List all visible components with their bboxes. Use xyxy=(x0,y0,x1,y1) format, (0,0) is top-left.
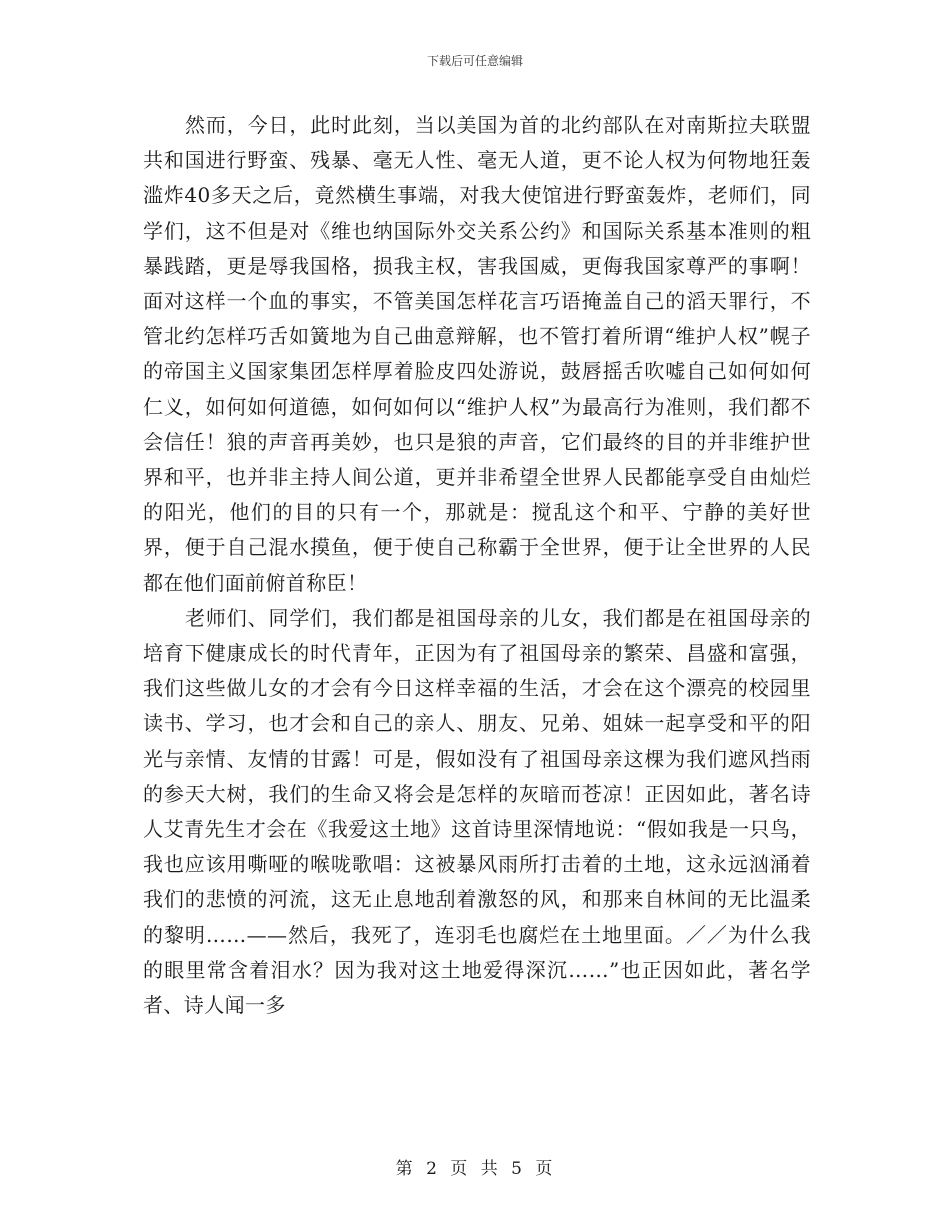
page-prefix: 第 xyxy=(395,1159,415,1179)
page-total-unit: 页 xyxy=(535,1159,555,1179)
document-body xyxy=(143,108,811,1023)
page-total: 5 xyxy=(511,1159,524,1179)
paragraph-1: 然而，今日，此时此刻，当以美国为首的北约部队在对南斯拉夫联盟共和国进行野蛮、残暴、毫无人性、毫无人道，更不论人权为何物地狂轰滥炸40多天之后，竟然横生事端，对我大使馆进行野蛮轰炸，老师们，同学们，这不但是对《维也纳国际外交关系公约》和国际关系基本准则的粗暴践踏，更是辱我国格，损我主权，害我国威，更侮我国家尊严的事啊！面对这样一个血的事实，不管美国怎样花言巧语掩盖自己的滔天罪行，不管北约怎样巧舌如簧地为自己曲意辩解，也不管打着所谓“维护人权”幌子的帝国主义国家集团怎样厚着脸皮四处游说，鼓唇摇舌吹嘘自己如何如何仁义，如何如何道德，如何如何以“维护人权”为最高行为准则，我们都不会信任！狼的声音再美妙，也只是狼的声音，它们最终的目的并非维护世界和平，也并非主持人间公道，更并非希望全世界人民都能享受自由灿烂的阳光，他们的目的只有一个，那就是：搅乱这个和平、宁静的美好世界，便于自己混水摸鱼，便于使自己称霸于全世界，便于让全世界的人民都在他们面前俯首称臣！ xyxy=(143,113,811,595)
page-unit: 页 xyxy=(450,1159,470,1179)
page-current: 2 xyxy=(426,1159,439,1179)
header-note: 下载后可任意编辑 xyxy=(426,54,523,68)
page-footer xyxy=(0,1154,950,1179)
paragraph-2: 老师们、同学们，我们都是祖国母亲的儿女，我们都是在祖国母亲的培育下健康成长的时代青年，正因为有了祖国母亲的繁荣、昌盛和富强，我们这些做儿女的才会有今日这样幸福的生活，才会在这个漂亮的校园里读书、学习，也才会和自己的亲人、朋友、兄弟、姐妹一起享受和平的阳光与亲情、友情的甘露！可是，假如没有了祖国母亲这棵为我们遮风挡雨的参天大树，我们的生命又将会是怎样的灰暗而苍凉！正因如此，著名诗人艾青先生才会在《我爱这土地》这首诗里深情地说：“假如我是一只鸟，我也应该用嘶哑的喉咙歌唱：这被暴风雨所打击着的土地，这永远汹涌着我们的悲愤的河流，这无止息地刮着激怒的风，和那来自林间的无比温柔的黎明……——然后，我死了，连羽毛也腐烂在土地里面。／／为什么我的眼里常含着泪水？因为我对这土地爱得深沉……”也正因如此，著名学者、诗人闻一多 xyxy=(143,605,811,1018)
page-total-prefix: 共 xyxy=(480,1159,500,1179)
